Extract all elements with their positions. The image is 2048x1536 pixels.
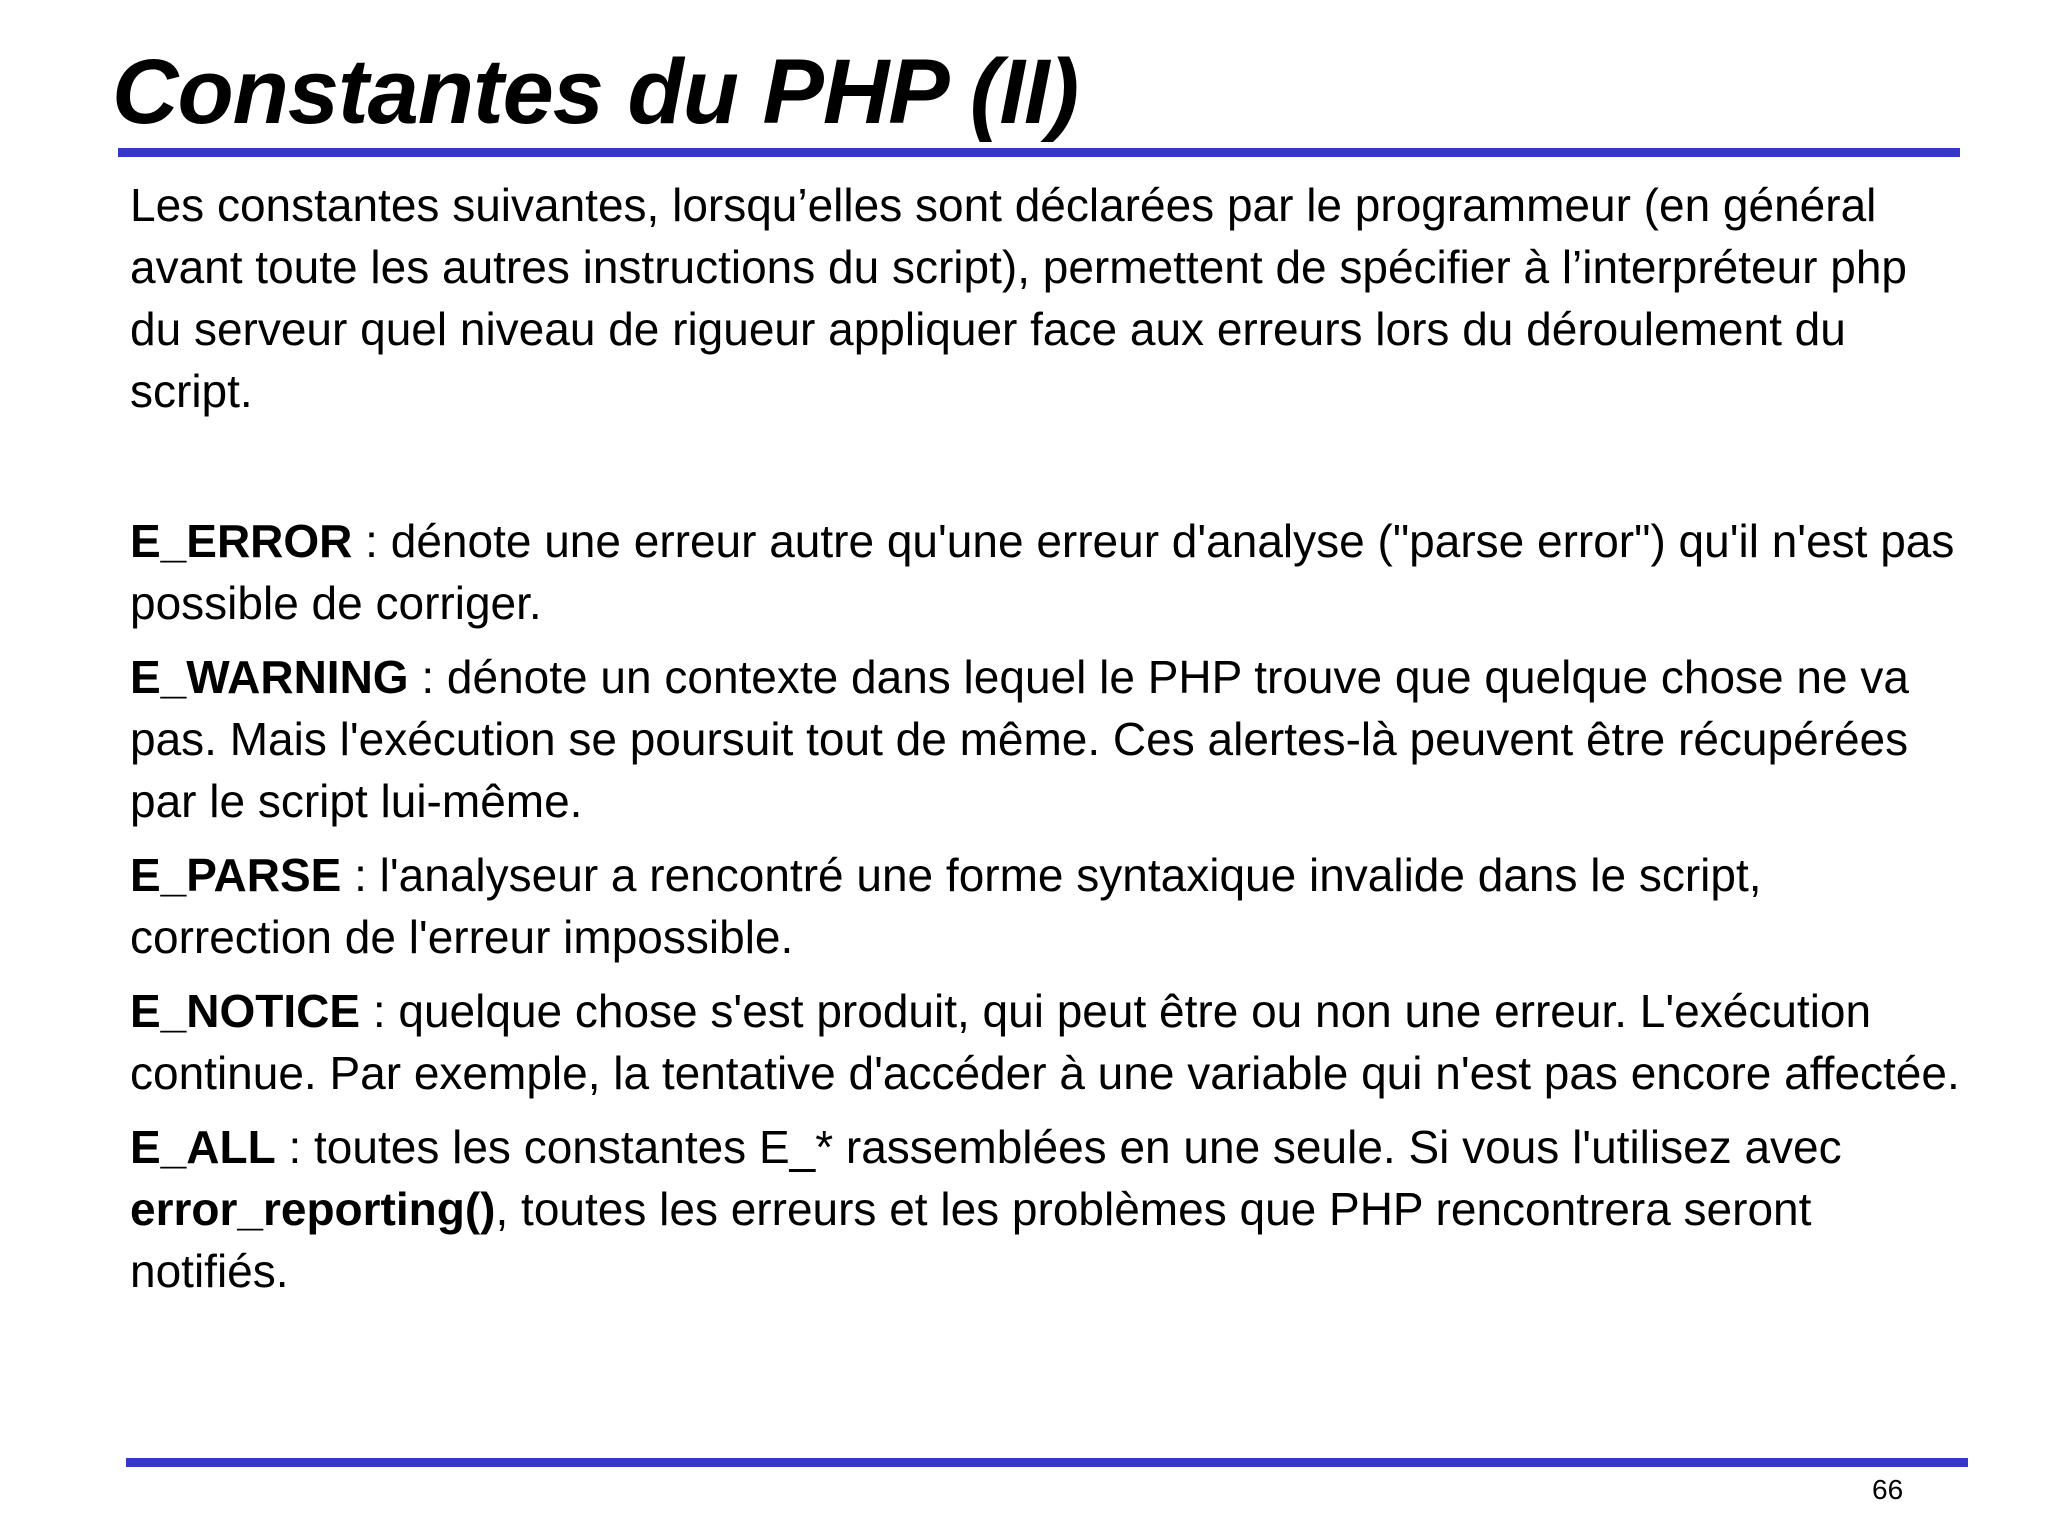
constant-description: : dénote une erreur autre qu'une erreur d'analyse ("parse error") qu'il n'est pas possible de corriger. — [130, 515, 1955, 629]
footer-rule — [126, 1458, 1968, 1467]
constant-name: E_WARNING — [130, 651, 409, 703]
constant-description-end: , toutes les erreurs et les problèmes que PHP rencontrera seront notifiés. — [130, 1183, 1812, 1297]
constant-name: E_PARSE — [130, 849, 342, 901]
constant-item-e-warning — [130, 646, 1960, 832]
constant-item-e-notice — [130, 980, 1960, 1104]
function-name: error_reporting() — [130, 1183, 496, 1235]
constant-item-e-error — [130, 510, 1960, 634]
constant-item-e-parse — [130, 844, 1960, 968]
slide-content — [130, 174, 1960, 1314]
constant-description: : quelque chose s'est produit, qui peut être ou non une erreur. L'exécution continue. Par exemple, la tentative d'accéder à une variable qui n'est pas encore affectée. — [130, 985, 1960, 1099]
constant-description: : dénote un contexte dans lequel le PHP trouve que quelque chose ne va pas. Mais l'exécution se poursuit tout de même. Ces alertes-là peuvent être récupérées par le script lui-même. — [130, 651, 1909, 827]
constant-item-e-all — [130, 1116, 1960, 1302]
title-underline-rule — [118, 148, 1960, 157]
constant-name: E_NOTICE — [130, 985, 361, 1037]
intro-paragraph: Les constantes suivantes, lorsqu’elles sont déclarées par le programmeur (en général avant toute les autres instructions du script), permettent de spécifier à l’interpréteur php du serveur quel niveau de rigueur appliquer face aux erreurs lors du déroulement du script. — [130, 179, 1908, 417]
constant-name: E_ERROR — [130, 515, 353, 567]
constant-description: : toutes les constantes E_* rassemblées en une seule. Si vous l'utilisez avec — [275, 1121, 1842, 1173]
constant-description: : l'analyseur a rencontré une forme syntaxique invalide dans le script, correction de l'erreur impossible. — [130, 849, 1762, 963]
slide-title: Constantes du PHP (II) — [112, 41, 1079, 143]
page-number: 66 — [1872, 1474, 1904, 1505]
constant-name: E_ALL — [130, 1121, 276, 1173]
